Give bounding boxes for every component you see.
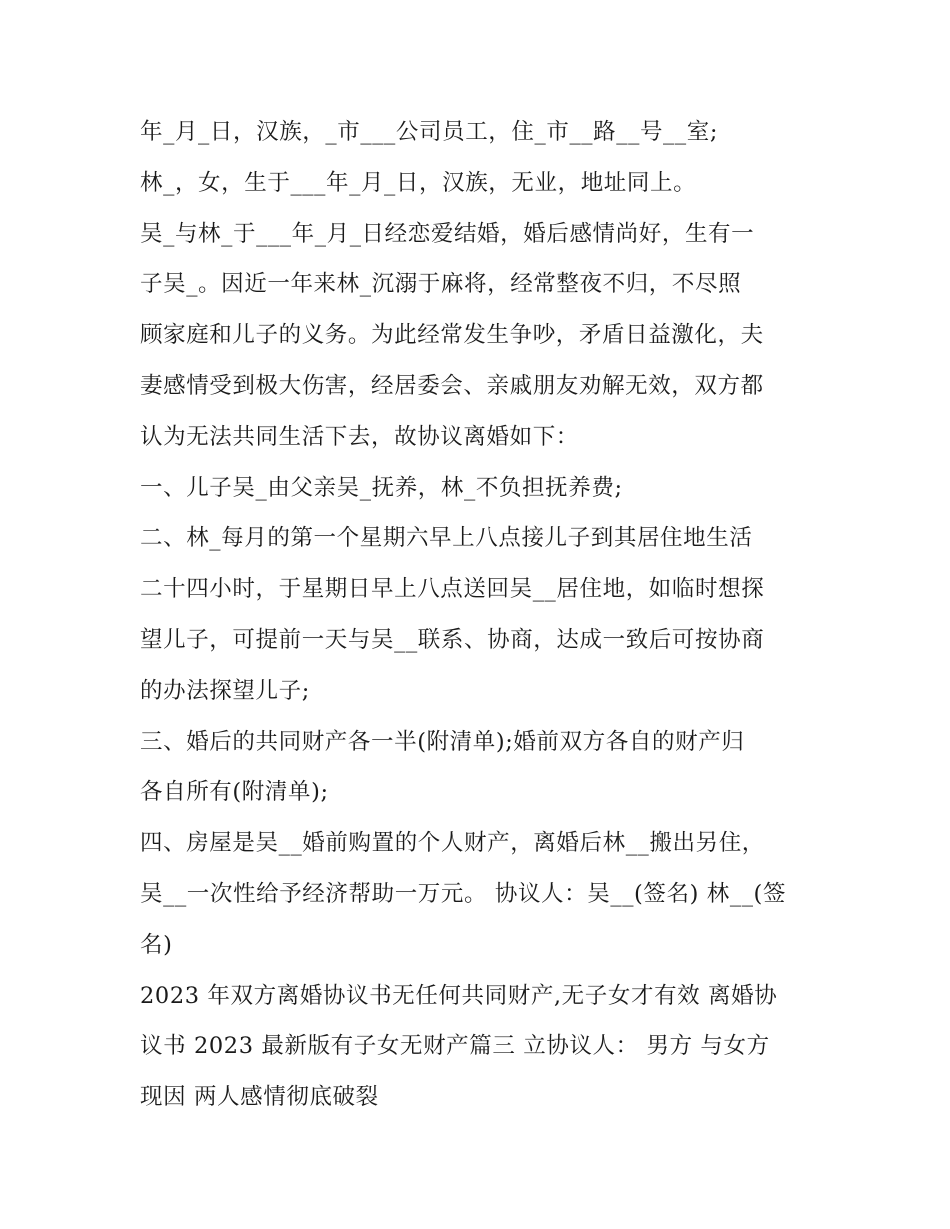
text-line: 各自所有(附清单); — [140, 779, 329, 806]
text-line: 一、儿子吴_由父亲吴_抚养，林_不负担抚养费; — [140, 474, 623, 501]
text-line: 的办法探望儿子; — [140, 677, 310, 704]
text-line: 二、林_每月的第一个星期六早上八点接儿子到其居住地生活 — [140, 525, 753, 552]
text-line: 林_，女，生于___年_月_日，汉族，无业，地址同上。 — [140, 169, 697, 196]
text-line: 吴_与林_于___年_月_日经恋爱结婚，婚后感情尚好，生有一 — [140, 220, 755, 247]
text-line: 名) — [140, 931, 173, 958]
text-line: 三、婚后的共同财产各一半(附清单);婚前双方各自的财产归 — [140, 728, 745, 755]
text-line: 妻感情受到极大伤害，经居委会、亲戚朋友劝解无效，双方都 — [140, 372, 764, 399]
text-line: 议书 2023 最新版有子女无财产篇三 立协议人： 男方 与女方 — [140, 1033, 770, 1060]
text-line: 吴__一次性给予经济帮助一万元。 协议人：吴__(签名) 林__(签 — [140, 880, 787, 907]
text-line: 年_月_日，汉族，_市___公司员工，住_市__路__号__室; — [140, 119, 719, 145]
text-line: 四、房屋是吴__婚前购置的个人财产，离婚后林__搬出另住， — [140, 830, 765, 857]
text-line: 2023 年双方离婚协议书无任何共同财产,无子女才有效 离婚协 — [140, 982, 778, 1009]
document-body — [140, 107, 820, 1123]
text-line: 现因 两人感情彻底破裂 — [140, 1084, 379, 1111]
text-line: 子吴_。因近一年来林_沉溺于麻将，经常整夜不归，不尽照 — [140, 271, 742, 298]
text-line: 顾家庭和儿子的义务。为此经常发生争吵，矛盾日益激化，夫 — [140, 322, 764, 349]
text-line: 二十四小时，于星期日早上八点送回吴__居住地，如临时想探 — [140, 576, 765, 603]
text-line: 认为无法共同生活下去，故协议离婚如下： — [140, 423, 579, 450]
text-line: 望儿子，可提前一天与吴__联系、协商，达成一致后可按协商 — [140, 626, 765, 653]
